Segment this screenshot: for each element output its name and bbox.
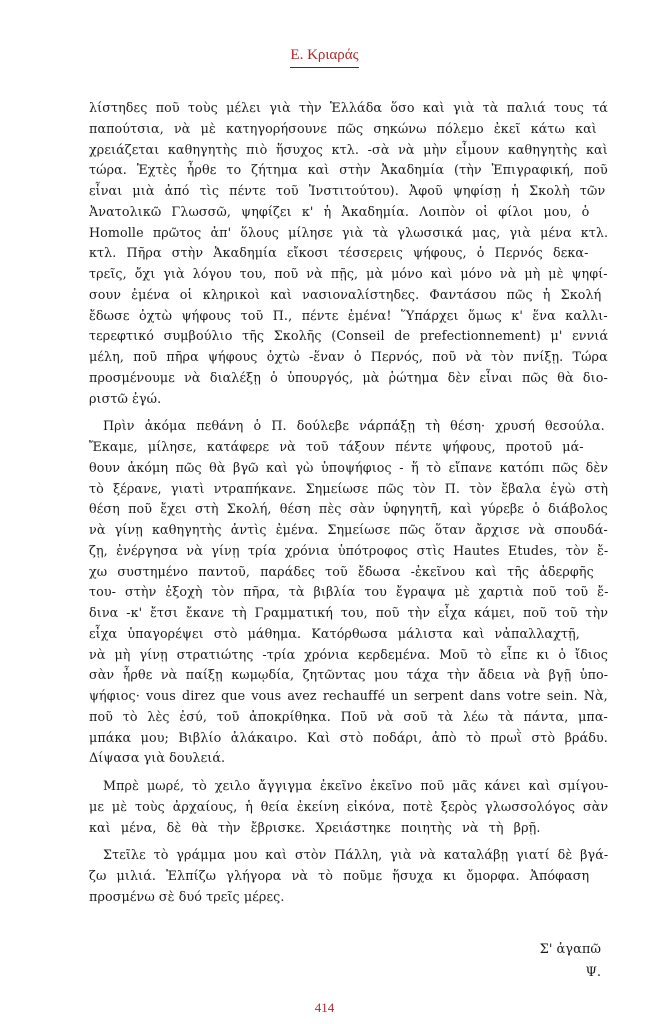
signature-block	[540, 938, 601, 984]
text-line: λίστηδες ποῦ τοὺς μέλει γιὰ τὴν Ἑλλάδα ὅσο καὶ γιὰ τὰ παλιά τους τά	[89, 100, 608, 115]
page-number: 414	[314, 1000, 335, 1015]
text-line: εἶχα ὑπαγορέψει στὸ μάθημα. Κατόρθωσα μάλιστα καὶ νἀπαλλαχτῇ,	[89, 625, 580, 641]
text-line: σὰν ἦρθε νὰ παίξῃ κωμῳδία, ζητῶντας μου τάχα τὴν ἄδεια νὰ βγῇ ὑπο-	[89, 667, 608, 683]
text-line: Homolle πρῶτος ἀπ' ὅλους μίλησε γιὰ τὰ γλωσσικά μας, γιὰ μένα κτλ.	[89, 224, 608, 240]
paragraph-spacer	[89, 409, 608, 416]
letter-body	[89, 98, 608, 908]
paragraph	[89, 98, 608, 409]
text-line: Στεῖλε τὸ γράμμα μου καὶ στὸν Πάλλη, γιὰ νὰ καταλάβῃ γιατί δὲ βγά-	[103, 847, 608, 863]
text-line: νὰ γίνῃ καθηγητὴς ἀντὶς ἐμένα. Σημείωσε πῶς ὅταν ἄρχισε νὰ σπουδά-	[89, 522, 608, 537]
text-line: τώρα. Ἐχτὲς ἦρθε το ζήτημα καὶ στὴν Ἀκαδημία (τὴν Ἐπιγραφική, ποῦ	[89, 162, 608, 178]
text-line: προσμένω σὲ δυό τρεῖς μέρες.	[89, 888, 285, 904]
text-line: ψήφιος· vous direz que vous avez rechauffé un serpent dans votre sein. Νὰ,	[89, 688, 608, 703]
text-line: ποῦ τὸ λὲς ἐσύ, τοῦ ἀποκρίθηκα. Ποῦ νὰ σοῦ τὰ λέω τὰ πάντα, μπα-	[89, 708, 608, 724]
signature-closing: Σ' ἀγαπῶ	[539, 942, 601, 957]
paragraph-spacer	[89, 769, 608, 776]
text-line: νὰ μὴ γίνῃ στρατιώτης -τρία χρόνια κερδεμένα. Μοῦ τὸ εἶπε κι ὁ ἴδιος	[89, 646, 608, 662]
text-line: προσμένουμε νὰ διαλέξῃ ὁ ὑπουργός, μὰ ῥώτημα δὲν εἶναι πῶς θὰ διο-	[89, 369, 608, 385]
text-line: ριστῶ ἐγώ.	[89, 390, 162, 406]
header-author: Ε. Κριαράς	[290, 47, 358, 68]
text-line: του- στὴν ἐξοχὴ τὸν πῆρα, τὰ βιβλία του ἔγραψα μὲ χαρτιὰ ποῦ τοῦ ἔ-	[89, 584, 608, 600]
text-line: τερεφτικό συμβούλιο τῆς Σκολῆς (Conseil de prefectionnement) μ' εννιά	[89, 328, 608, 344]
text-line: καὶ μένα, δὲ θὰ τὴν ἔβρισκε. Χρειάστηκε ποιητὴς νὰ τὴ βρῇ.	[89, 819, 541, 835]
text-line: με μὲ τοὺς ἀρχαίους, ἡ θεία ἐκείνη εἰκόνα, ποτὲ ξερὸς γλωσσολόγος σὰν	[89, 798, 608, 814]
text-line: θέση ποῦ ἔχει στὴ Σκολή, θέση πὲς σὰν ὑφηγητῆ, καὶ γύρεβε ὁ διάβολος	[89, 501, 608, 517]
text-line: θουν ἀκόμη πῶς θὰ βγῶ καὶ γὼ ὑποψήφιος - ἥ τὸ εἴπανε κατόπι πῶς δὲν	[89, 459, 608, 475]
running-header	[0, 47, 649, 68]
text-line: τρεῖς, ὄχι γιὰ λόγου του, ποῦ νὰ πῇς, μὰ μόνο καὶ μόνο νὰ μὴ μὲ ψηφί-	[89, 266, 608, 281]
text-line: Μπρὲ μωρέ, τὸ χειλο ἄγγιγμα ἐκεῖνο ἐκεῖνο ποῦ μᾶς κάνει καὶ σμίγου-	[103, 778, 608, 793]
text-line: τὸ ξέρανε, γιατὶ ντραπήκανε. Σημείωσε πῶς τὸν Π. τὸν ἔβαλα ἐγὼ στὴ	[89, 480, 608, 496]
signature-initial: Ψ.	[585, 965, 601, 980]
text-line: μπάκα μου; Βιβλίο ἀλάκαιρο. Καὶ στὸ ποδάρι, ἀπὸ τὸ πρωῒ στὸ βράδυ.	[89, 729, 608, 745]
text-line: παπούτσια, νὰ μὲ κατηγορήσουνε πῶς σηκώνω πόλεμο ἐκεῖ κάτω καὶ	[89, 120, 597, 136]
paragraph	[89, 416, 608, 769]
text-line: χω συστημένο παντοῦ, παράδες τοῦ ἔδωσα -ἐκεῖνου καὶ τῆς ἀδερφῆς	[89, 563, 594, 579]
text-line: Ἔκαμε, μίλησε, κατάφερε νὰ τοῦ τάξουν πέντε ψήφους, προτοῦ μά-	[89, 439, 584, 454]
text-line: ἔδωσε ὀχτὼ ψήφους τοῦ Π., πέντε ἐμένα! Ὕπάρχει ὅμως κ' ἕνα καλλι-	[89, 307, 608, 323]
text-line: σουν ἐμένα οἱ κληρικοὶ καὶ νασιοναλίστηδες. Φαντάσου πῶς ἡ Σκολή	[89, 286, 602, 302]
text-line: Δίψασα γιὰ δουλειά.	[89, 750, 226, 766]
text-line: ζω μιλιά. Ἐλπίζω γλήγορα νὰ τὸ ποῦμε ἥσυχα κι ὄμορφα. Ἀπόφαση	[89, 868, 590, 883]
paragraph	[89, 776, 608, 838]
paragraph	[89, 845, 608, 907]
paragraph-spacer	[89, 838, 608, 845]
text-line: Ἀνατολικῶ Γλωσσῶ, ψηφίζει κ' ἡ Ἀκαδημία. Λοιπὸν οἱ φίλοι μου, ὁ	[89, 203, 590, 219]
text-line: κτλ. Πῆρα στὴν Ἀκαδημία εἴκοσι τέσσερεις ψήφους, ὁ Περνός δεκα-	[89, 245, 589, 261]
text-line: εἶναι μιὰ ἀπό τὶς πέντε τοῦ Ἰνστιτούτου). Ἀφοῦ ψηφίσῃ ἡ Σκολὴ τῶν	[89, 183, 606, 198]
text-line: χρειάζεται καθηγητὴς πιὸ ἥσυχος κτλ. -σὰ νὰ μὴν εἶμουν καθηγητὴς καὶ	[89, 141, 608, 157]
text-line: Πρὶν ἀκόμα πεθάνη ὁ Π. δούλεβε νάρπάξῃ τὴ θέση· χρυσή θεσούλα.	[103, 418, 605, 434]
text-line: μέλη, ποῦ πῆρα ψήφους ὀχτὼ -ἕναν ὁ Περνός, ποῦ νὰ τὸν πνίξῃ. Τώρα	[89, 349, 608, 364]
text-line: δινα -κ' ἔτσι ἔκανε τὴ Γραμματική του, ποῦ τὴν εἶχα κάμει, ποῦ τοῦ τὴν	[89, 605, 608, 620]
text-line: ζῃ, ἐνέργησα νὰ γίνῃ τρία χρόνια ὑπότροφος στὶς Hautes Etudes, τὸν ἔ-	[89, 542, 608, 558]
